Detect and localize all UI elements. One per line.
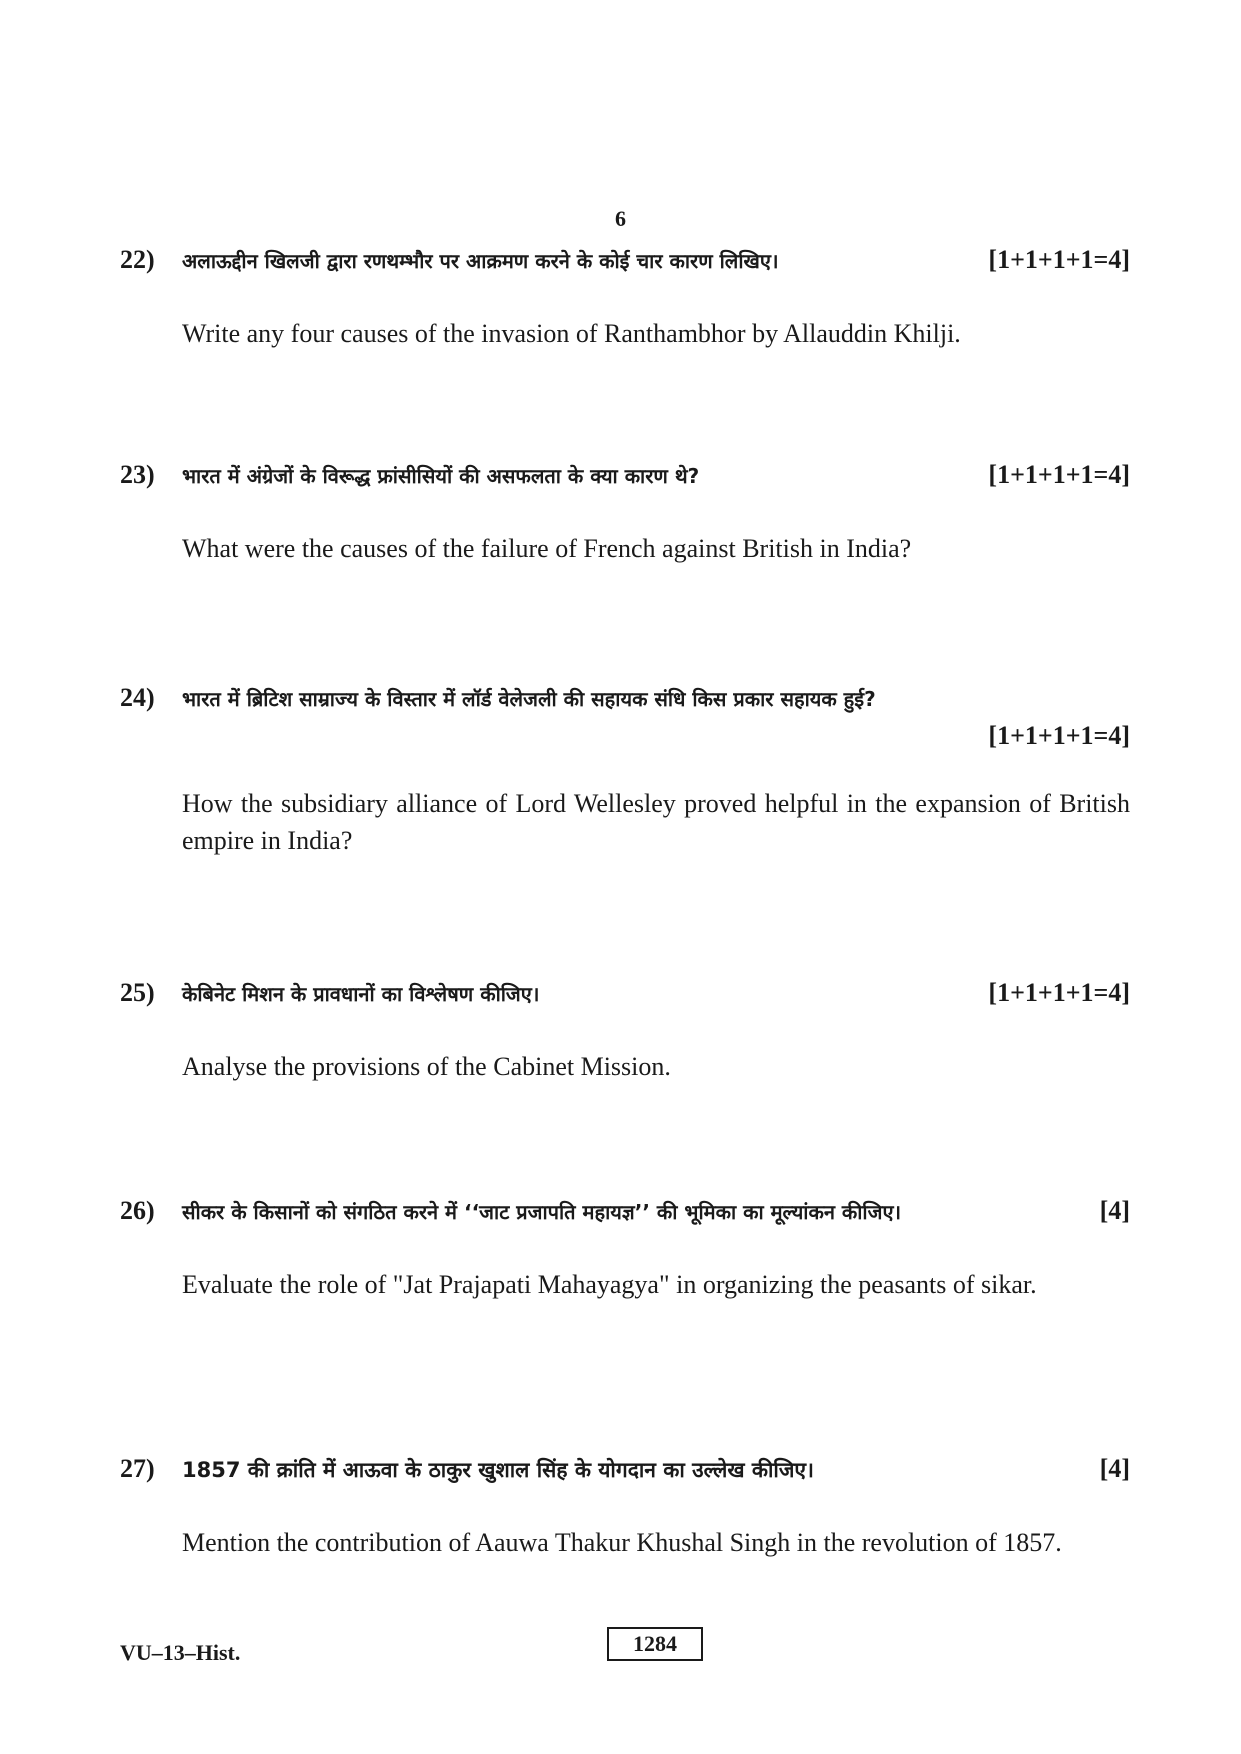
question-number: 22) xyxy=(120,245,155,274)
question-english-text: Write any four causes of the invasion of Ranthambhor by Allauddin Khilji. xyxy=(182,319,961,348)
question-number: 25) xyxy=(120,978,155,1007)
question-23 xyxy=(120,460,1130,567)
question-hindi-text: सीकर के किसानों को संगठित करने में ‘‘जाट प्रजापति महायज्ञ’’ की भूमिका का मूल्यांकन कीजिए। xyxy=(182,1200,902,1224)
question-hindi-text: केबिनेट मिशन के प्रावधानों का विश्लेषण कीजिए। xyxy=(182,982,540,1006)
question-hindi-text: अलाऊद्दीन खिलजी द्वारा रणथम्भौर पर आक्रमण करने के कोई चार कारण लिखिए। xyxy=(182,249,779,273)
question-26 xyxy=(120,1196,1130,1303)
question-number: 24) xyxy=(120,683,155,712)
question-hindi-text: 1857 की क्रांति में आऊवा के ठाकुर खुशाल सिंह के योगदान का उल्लेख कीजिए। xyxy=(182,1458,814,1482)
question-number: 27) xyxy=(120,1454,155,1483)
question-hindi-text: भारत में अंग्रेजों के विरूद्ध फ्रांसीसियों की असफलता के क्या कारण थे? xyxy=(182,464,700,488)
question-marks: [4] xyxy=(1099,1454,1130,1483)
question-22 xyxy=(120,245,1130,352)
question-hindi-line xyxy=(120,978,1130,1014)
question-24 xyxy=(120,683,1130,859)
question-27 xyxy=(120,1454,1130,1561)
question-marks: [4] xyxy=(1099,1196,1130,1225)
question-hindi-line xyxy=(120,683,1130,719)
page-number: 6 xyxy=(615,206,626,231)
question-english-text: How the subsidiary alliance of Lord Wellesley proved helpful in the expansion of British empire in India? xyxy=(182,789,1130,855)
footer-paper-code: VU–13–Hist. xyxy=(120,1640,241,1665)
question-hindi-text: भारत में ब्रिटिश साम्राज्य के विस्तार में लॉर्ड वेलेजली की सहायक संधि किस प्रकार सहायक हुई? xyxy=(182,687,876,711)
question-number: 23) xyxy=(120,460,155,489)
question-marks: [1+1+1+1=4] xyxy=(988,460,1130,489)
question-marks: [1+1+1+1=4] xyxy=(988,978,1130,1007)
question-english-text: Evaluate the role of "Jat Prajapati Mahayagya" in organizing the peasants of sikar. xyxy=(182,1270,1037,1299)
question-number: 26) xyxy=(120,1196,155,1225)
question-marks: [1+1+1+1=4] xyxy=(988,245,1130,274)
question-hindi-line xyxy=(120,1196,1130,1232)
question-hindi-line xyxy=(120,245,1130,281)
question-english-text: What were the causes of the failure of French against British in India? xyxy=(182,534,912,563)
footer-boxed-number: 1284 xyxy=(607,1627,703,1661)
question-english-text: Analyse the provisions of the Cabinet Mission. xyxy=(182,1052,671,1081)
question-english-text: Mention the contribution of Aauwa Thakur Khushal Singh in the revolution of 1857. xyxy=(182,1528,1062,1557)
question-marks: [1+1+1+1=4] xyxy=(988,721,1130,750)
question-hindi-line xyxy=(120,1454,1130,1490)
question-hindi-line xyxy=(120,460,1130,496)
question-25 xyxy=(120,978,1130,1085)
